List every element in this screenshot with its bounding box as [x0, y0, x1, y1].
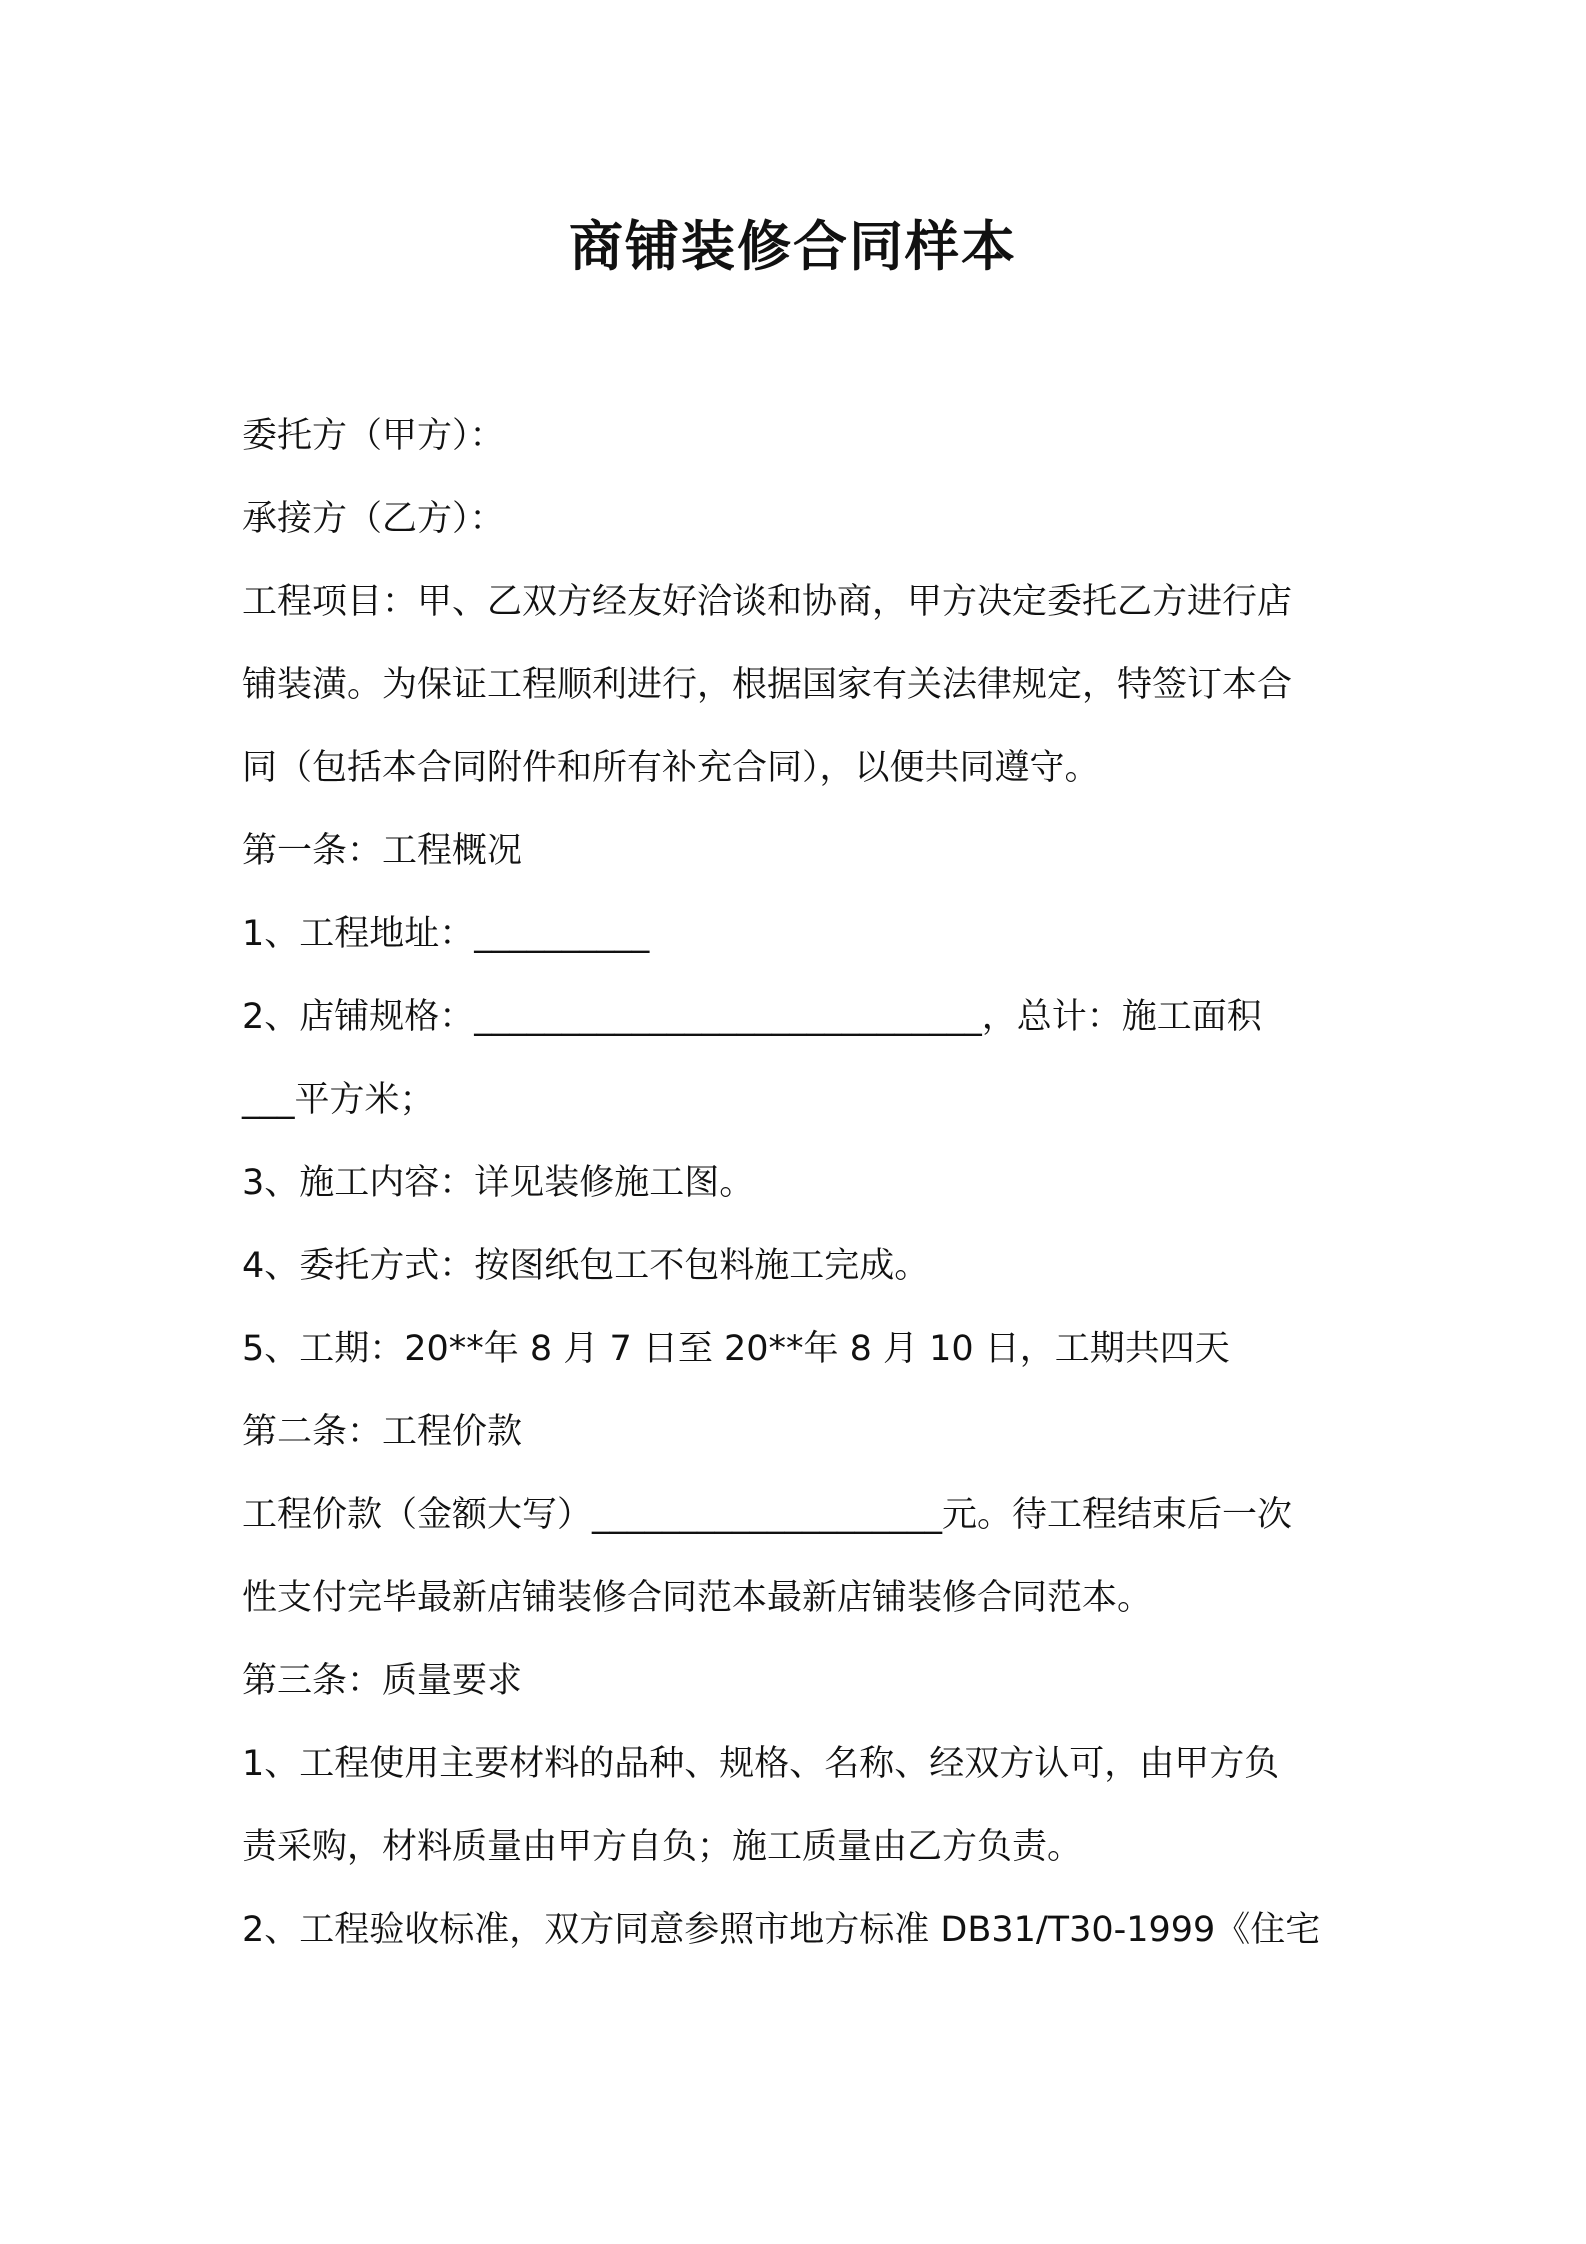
- article-3-item-1-line-1: 1、工程使用主要材料的品种、规格、名称、经双方认可，由甲方负: [242, 1744, 1280, 1784]
- article-1-heading: 第一条：工程概况: [242, 831, 523, 871]
- party-a-line: 委托方（甲方）：: [242, 416, 505, 456]
- article-3-item-2-line-1: 2、工程验收标准，双方同意参照市地方标准 DB31/T30-1999《住宅: [242, 1910, 1321, 1950]
- article-2-paragraph-line-1: 工程价款（金额大写）____________________元。待工程结束后一次: [242, 1495, 1293, 1535]
- article-1-item-3: 3、施工内容：详见装修施工图。: [242, 1163, 755, 1203]
- document-title: 商铺装修合同样本: [569, 215, 1017, 278]
- article-1-item-2-line-1: 2、店铺规格：_____________________________，总计：施工面积: [242, 997, 1262, 1037]
- project-paragraph-line-3: 同（包括本合同附件和所有补充合同），以便共同遵守。: [242, 748, 1100, 788]
- party-b-line: 承接方（乙方）：: [242, 499, 505, 539]
- article-1-item-5: 5、工期：20**年 8 月 7 日至 20**年 8 月 10 日，工期共四天: [242, 1329, 1230, 1369]
- article-2-heading: 第二条：工程价款: [242, 1412, 523, 1452]
- article-1-item-4: 4、委托方式：按图纸包工不包料施工完成。: [242, 1246, 930, 1286]
- article-2-paragraph-line-2: 性支付完毕最新店铺装修合同范本最新店铺装修合同范本。: [242, 1578, 1153, 1618]
- article-1-item-2-line-2: ___平方米；: [242, 1080, 435, 1120]
- article-3-heading: 第三条：质量要求: [242, 1661, 523, 1701]
- project-paragraph-line-2: 铺装潢。为保证工程顺利进行，根据国家有关法律规定，特签订本合: [242, 665, 1293, 705]
- article-3-item-1-line-2: 责采购，材料质量由甲方自负；施工质量由乙方负责。: [242, 1827, 1083, 1867]
- article-1-item-1: 1、工程地址：__________: [242, 914, 650, 954]
- project-paragraph-line-1: 工程项目：甲、乙双方经友好洽谈和协商，甲方决定委托乙方进行店: [242, 582, 1293, 622]
